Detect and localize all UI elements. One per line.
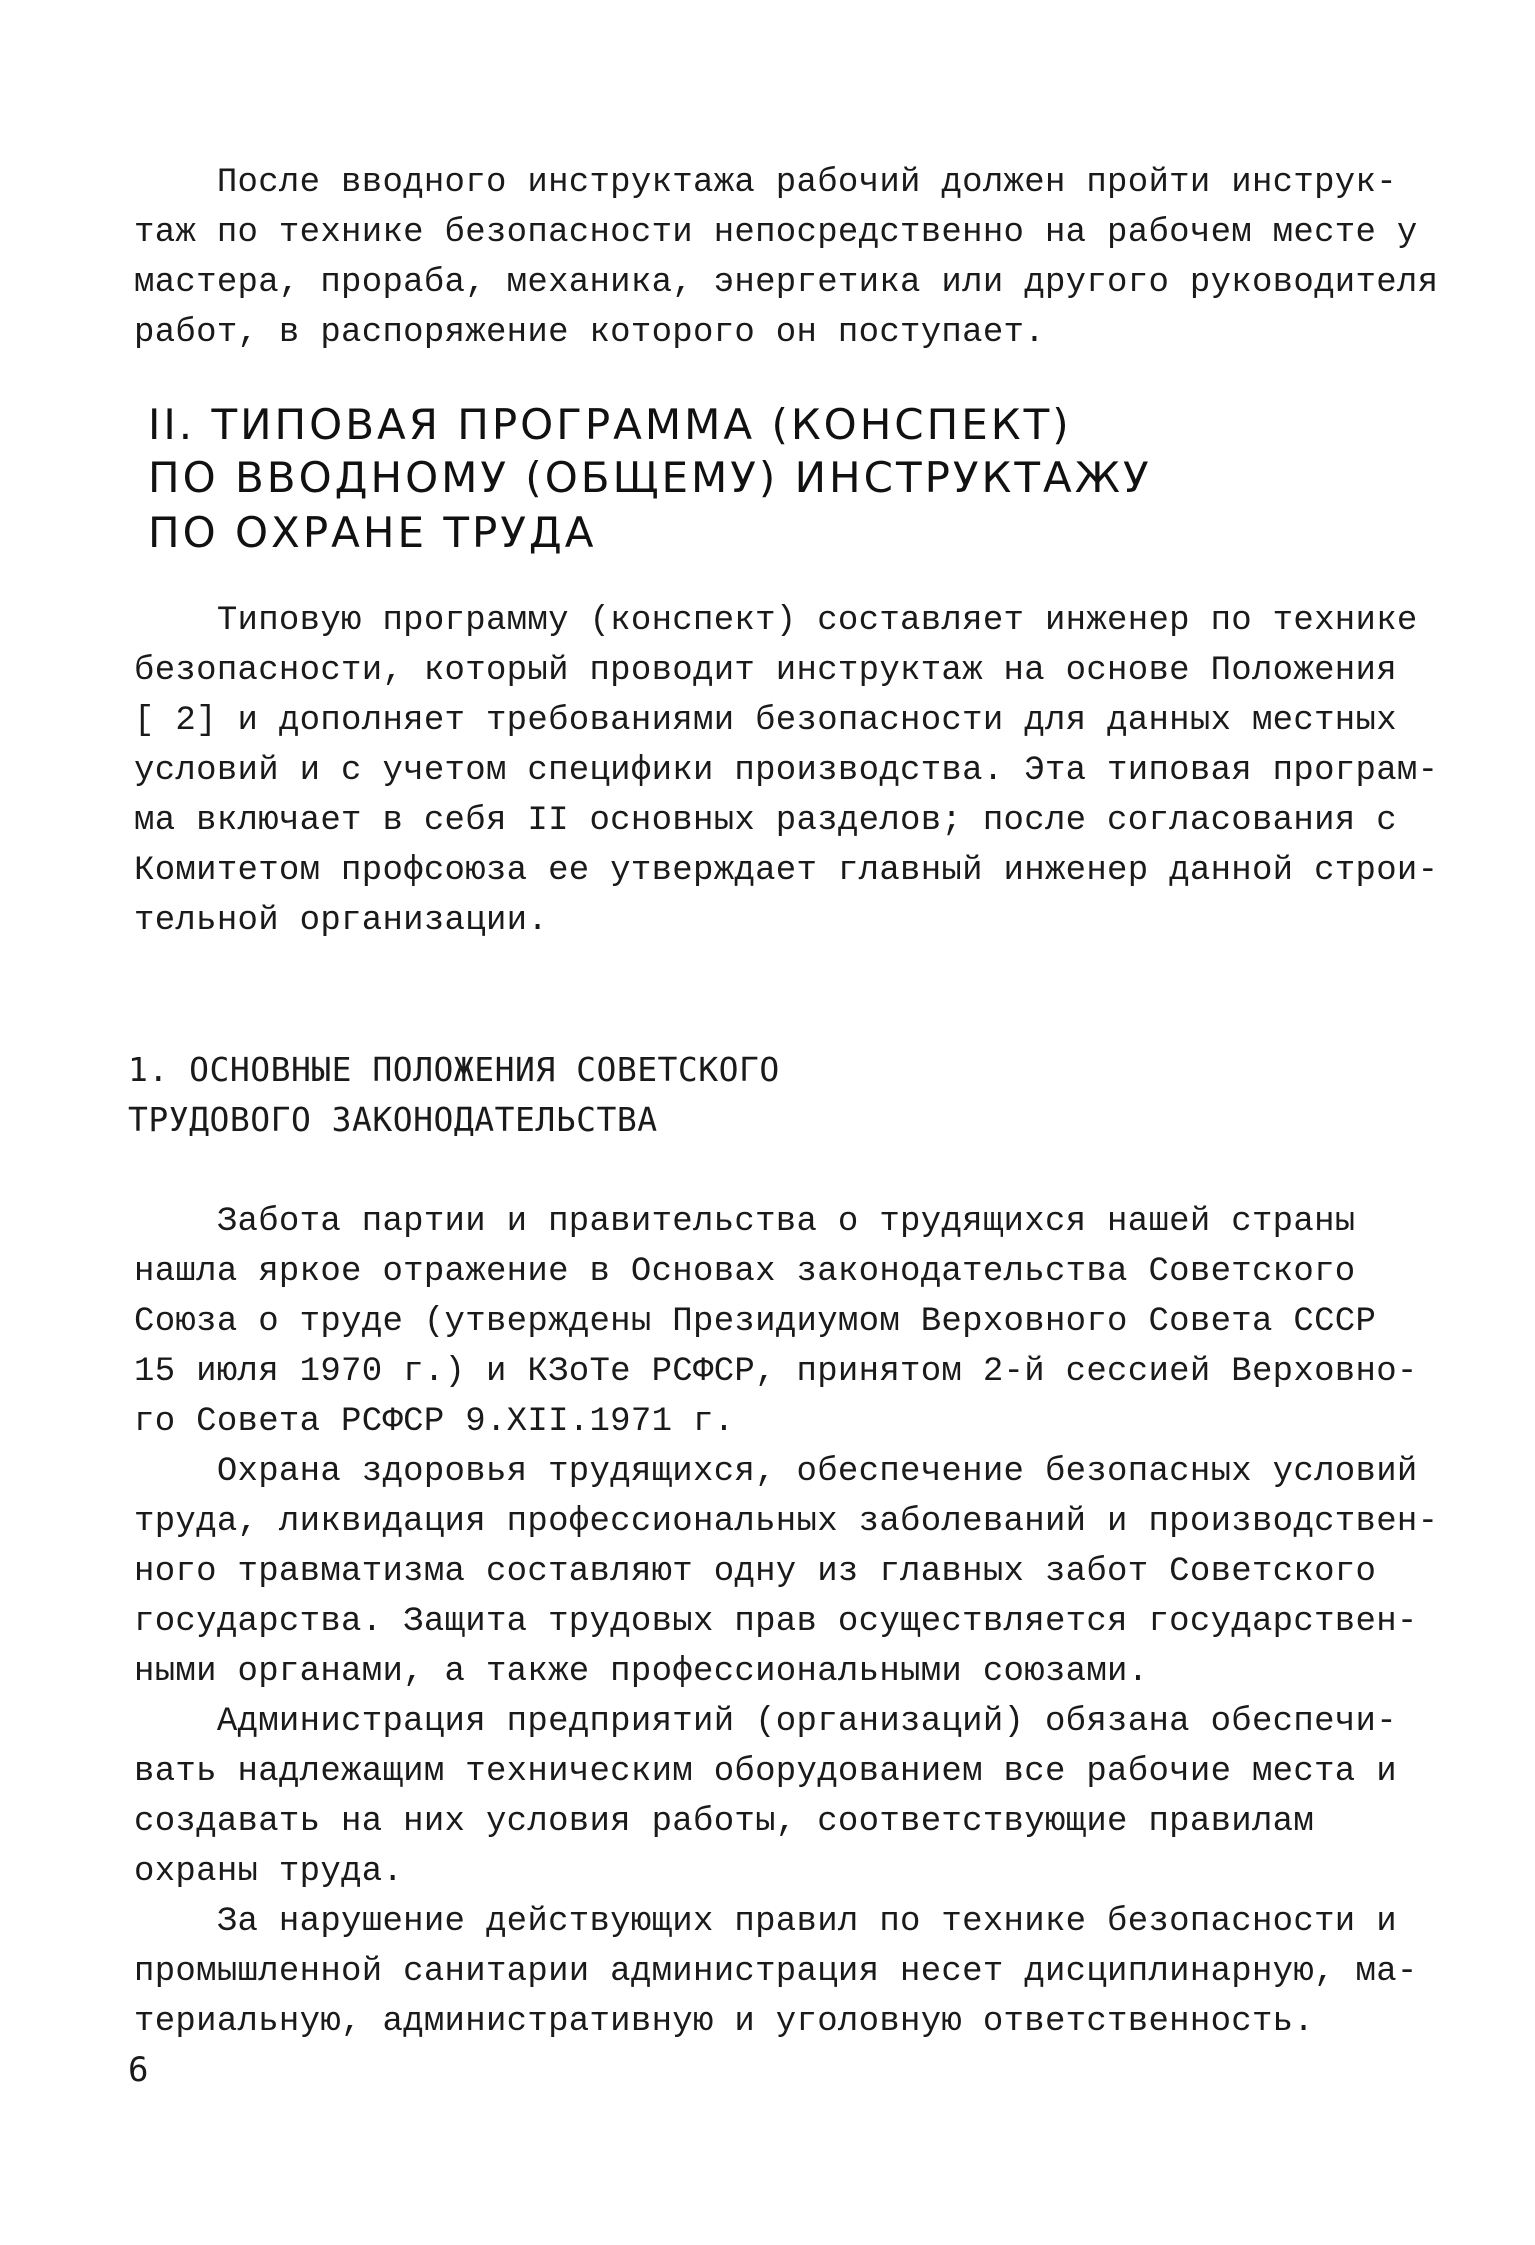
text-line: Комитетом профсоюза ее утверждает главный инженер данной строи- [134,852,1439,890]
text-line: Охрана здоровья трудящихся, обеспечение безопасных условий [134,1453,1418,1491]
text-line: После вводного инструктажа рабочий должен пройти инструк- [134,164,1397,202]
text-line: ными органами, а также профессиональными союзами. [134,1653,1149,1691]
text-line: [ 2] и дополняет требованиями безопасности для данных местных [134,702,1397,740]
text-line: териальную, административную и уголовную ответственность. [134,2003,1315,2041]
subsection-heading-line: ТРУДОВОГО ЗАКОНОДАТЕЛЬСТВА [128,1100,658,1139]
page-number: 6 [128,2050,149,2090]
text-line: Администрация предприятий (организаций) обязана обеспечи- [134,1703,1397,1741]
text-line: 15 июля 1970 г.) и КЗоТе РСФСР, принятом 2-й сессией Верховно- [134,1353,1418,1391]
text-line: нашла яркое отражение в Основах законодательства Советского [134,1253,1356,1291]
text-line: Союза о труде (утверждены Президиумом Верховного Совета СССР [134,1303,1377,1341]
text-line: промышленной санитарии администрация несет дисциплинарную, ма- [134,1953,1418,1991]
text-line: мастера, прораба, механика, энергетика или другого руководителя [134,264,1439,302]
text-line: таж по технике безопасности непосредственно на рабочем месте у [134,214,1418,252]
text-line: государства. Защита трудовых прав осуществляется государствен- [134,1603,1418,1641]
text-line: Типовую программу (конспект) составляет инженер по технике [134,602,1418,640]
text-line: создавать на них условия работы, соответствующие правилам [134,1803,1315,1841]
text-line: За нарушение действующих правил по технике безопасности и [134,1903,1397,1941]
section-heading-line: II. ТИПОВАЯ ПРОГРАММА (КОНСПЕКТ) [148,400,1072,449]
text-line: охраны труда. [134,1853,404,1891]
text-line: го Совета РСФСР 9.XII.1971 г. [134,1403,735,1441]
text-line: работ, в распоряжение которого он поступает. [134,314,1045,352]
text-line: безопасности, который проводит инструктаж на основе Положения [134,652,1397,690]
text-line: тельной организации. [134,902,549,940]
subsection-heading-line: 1. ОСНОВНЫЕ ПОЛОЖЕНИЯ СОВЕТСКОГО [128,1050,780,1089]
text-line: условий и с учетом специфики производства. Эта типовая програм- [134,752,1439,790]
text-line: вать надлежащим техническим оборудованием все рабочие места и [134,1753,1397,1791]
section-heading-line: ПО ВВОДНОМУ (ОБЩЕМУ) ИНСТРУКТАЖУ [148,453,1152,502]
text-line: ного травматизма составляют одну из главных забот Советского [134,1553,1377,1591]
section-heading-line: ПО ОХРАНЕ ТРУДА [148,508,597,557]
text-line: ма включает в себя II основных разделов; после согласования с [134,802,1397,840]
text-line: труда, ликвидация профессиональных заболеваний и производствен- [134,1503,1439,1541]
text-line: Забота партии и правительства о трудящихся нашей страны [134,1203,1356,1241]
